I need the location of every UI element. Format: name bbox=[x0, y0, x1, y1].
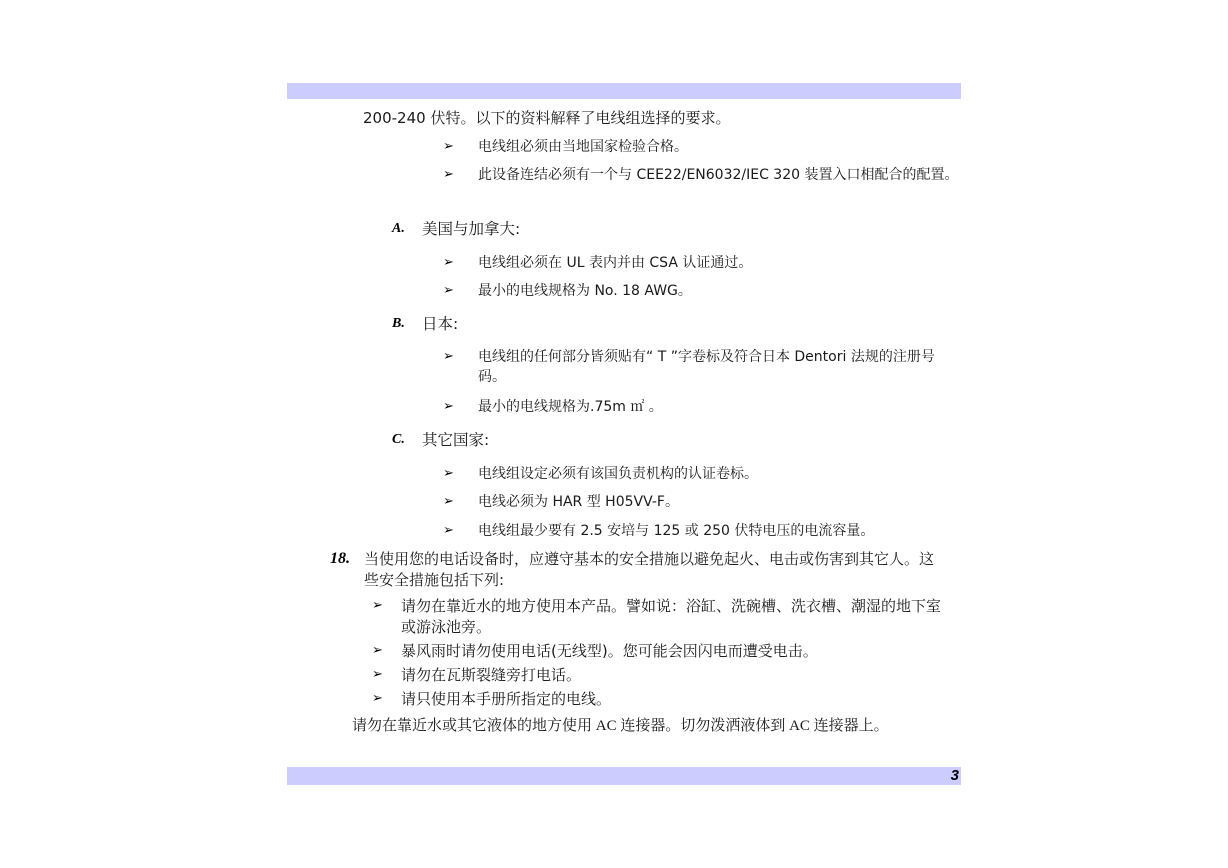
list-item: 电线必须为 HAR 型 H05VV-F。 bbox=[478, 494, 679, 510]
page-number: 3 bbox=[950, 767, 959, 784]
bullet-arrow-icon: ➢ bbox=[443, 494, 454, 509]
section-title: 日本: bbox=[422, 315, 459, 333]
list-item: 电线组必须由当地国家检验合格。 bbox=[478, 139, 688, 155]
bullet-arrow-icon: ➢ bbox=[443, 399, 454, 414]
intro-text: 200-240 伏特。以下的资料解释了电线组选择的要求。 bbox=[363, 109, 731, 127]
section-letter: A. bbox=[392, 221, 405, 236]
list-item: 电线组最少要有 2.5 安培与 125 或 250 伏特电压的电流容量。 bbox=[478, 523, 875, 539]
list-item: 请勿在靠近水的地方使用本产品。譬如说：浴缸、洗碗槽、洗衣槽、潮湿的地下室或游泳池旁。 bbox=[401, 597, 942, 636]
list-item: 请勿在瓦斯裂缝旁打电话。 bbox=[401, 666, 582, 684]
footer-bar bbox=[287, 767, 961, 785]
list-item: 暴风雨时请勿使用电话(无线型)。您可能会因闪电而遭受电击。 bbox=[401, 642, 818, 660]
section-letter: B. bbox=[392, 316, 405, 331]
bullet-arrow-icon: ➢ bbox=[443, 283, 454, 298]
bullet-arrow-icon: ➢ bbox=[372, 691, 383, 706]
list-item: 此设备连结必须有一个与 CEE22/EN6032/IEC 320 装置入口相配合的配置。 bbox=[478, 167, 959, 183]
item-text: 当使用您的电话设备时，应遵守基本的安全措施以避免起火、电击或伤害到其它人。这些安全措施包括下列: bbox=[364, 550, 935, 589]
section-title: 美国与加拿大: bbox=[422, 220, 521, 238]
bullet-arrow-icon: ➢ bbox=[443, 523, 454, 538]
list-item: 最小的电线规格为.75m ㎡ 。 bbox=[478, 399, 663, 415]
list-item: 电线组必须在 UL 表内并由 CSA 认证通过。 bbox=[478, 255, 753, 271]
bullet-arrow-icon: ➢ bbox=[443, 255, 454, 270]
list-item: 请只使用本手册所指定的电线。 bbox=[401, 690, 612, 708]
bullet-arrow-icon: ➢ bbox=[372, 643, 383, 658]
bullet-arrow-icon: ➢ bbox=[443, 466, 454, 481]
list-item: 最小的电线规格为 No. 18 AWG。 bbox=[478, 283, 692, 299]
list-item: 电线组设定必须有该国负责机构的认证卷标。 bbox=[478, 466, 758, 482]
section-title: 其它国家: bbox=[422, 431, 490, 449]
bullet-arrow-icon: ➢ bbox=[372, 598, 383, 613]
footer-note: 请勿在靠近水或其它液体的地方使用 AC 连接器。切勿泼洒液体到 AC 连接器上。 bbox=[352, 718, 889, 734]
bullet-arrow-icon: ➢ bbox=[443, 349, 454, 364]
bullet-arrow-icon: ➢ bbox=[443, 167, 454, 182]
bullet-arrow-icon: ➢ bbox=[443, 139, 454, 154]
bullet-arrow-icon: ➢ bbox=[372, 667, 383, 682]
header-bar bbox=[287, 83, 961, 99]
list-item: 电线组的任何部分皆须贴有“ T ”字卷标及符合日本 Dentori 法规的注册号码。 bbox=[478, 349, 935, 385]
section-letter: C. bbox=[392, 432, 405, 447]
item-number: 18. bbox=[330, 550, 350, 567]
